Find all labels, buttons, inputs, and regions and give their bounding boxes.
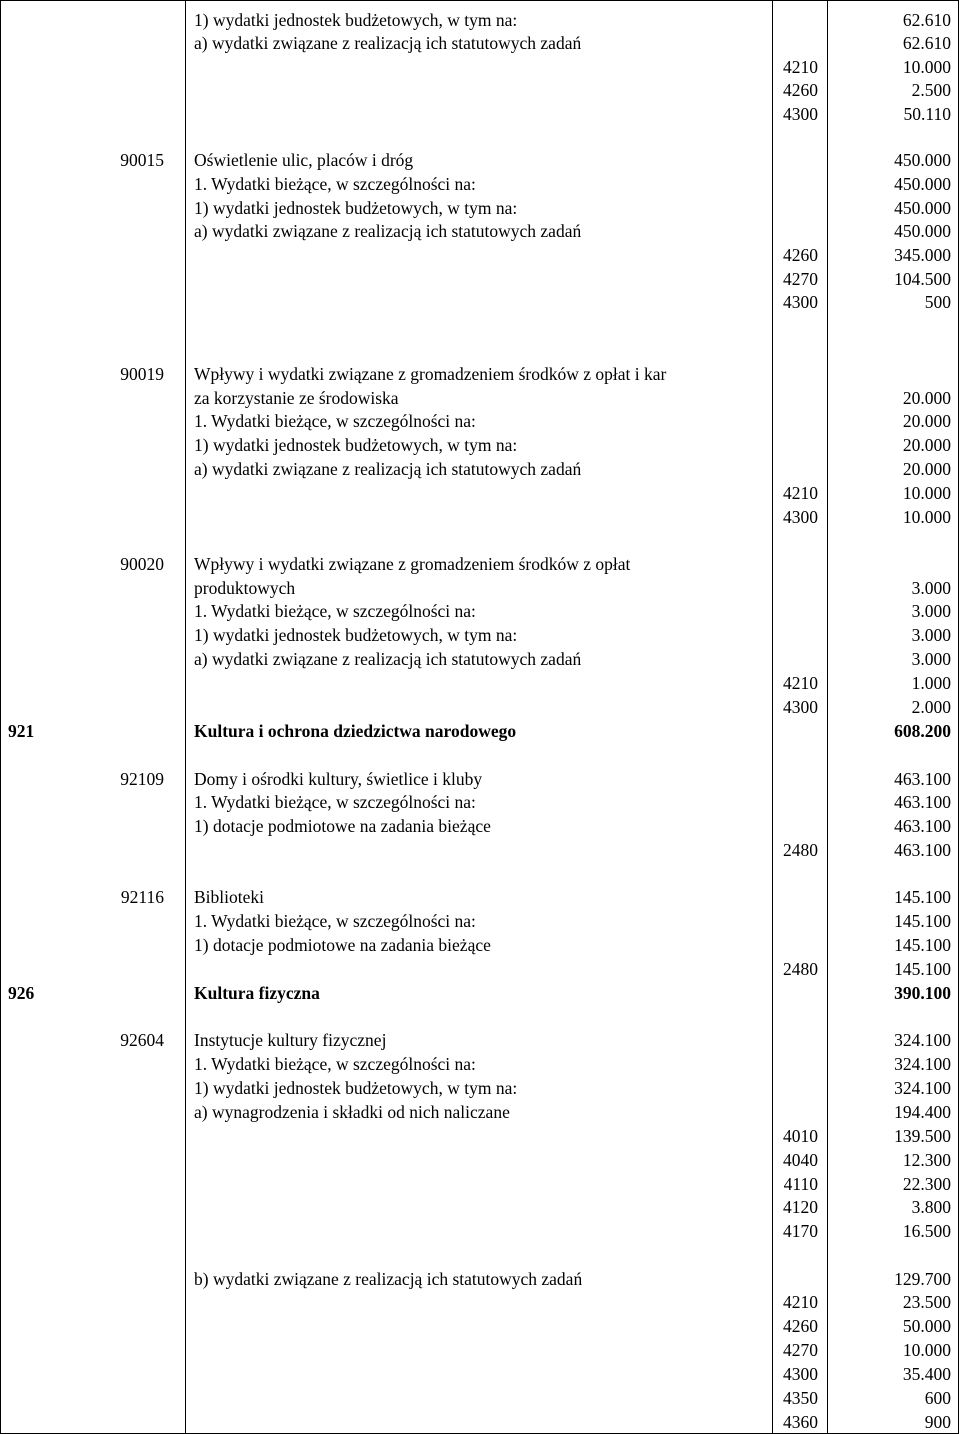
paragraf-code: 4360 (783, 1412, 818, 1432)
row-amount: 10.000 (902, 483, 951, 503)
row-amount: 2.000 (911, 697, 951, 717)
paragraf-code: 4300 (783, 1364, 818, 1384)
row-amount: 10.000 (902, 507, 951, 527)
paragraf-code: 4270 (783, 1340, 818, 1360)
row-description: Domy i ośrodki kultury, świetlice i kluby (194, 769, 483, 789)
row-amount: 50.000 (902, 1316, 951, 1336)
row-description: a) wydatki związane z realizacją ich statutowych zadań (194, 221, 582, 241)
row-description: 1. Wydatki bieżące, w szczególności na: (194, 174, 476, 194)
rozdzial-code: 92109 (120, 769, 164, 789)
row-description: b) wydatki związane z realizacją ich statutowych zadań (194, 1269, 583, 1289)
paragraf-code: 4350 (783, 1388, 818, 1408)
paragraf-code: 4170 (783, 1221, 818, 1241)
row-description: Oświetlenie ulic, placów i dróg (194, 150, 414, 170)
row-amount: 450.000 (894, 221, 951, 241)
paragraf-code: 4260 (783, 80, 818, 100)
row-description: Wpływy i wydatki związane z gromadzeniem środków z opłat i kar (194, 364, 667, 384)
row-description: Biblioteki (194, 887, 264, 907)
row-description: 1. Wydatki bieżące, w szczególności na: (194, 601, 476, 621)
dzial-code: 921 (8, 721, 35, 741)
row-description: a) wydatki związane z realizacją ich statutowych zadań (194, 33, 582, 53)
column-divider-paragraf (827, 0, 828, 1434)
row-description: 1) wydatki jednostek budżetowych, w tym na: (194, 198, 518, 218)
row-amount: 12.300 (902, 1150, 951, 1170)
paragraf-code: 4110 (783, 1174, 818, 1194)
paragraf-code: 2480 (783, 959, 818, 979)
row-amount: 145.100 (894, 911, 951, 931)
table-border-left (0, 0, 1, 1434)
row-description: Wpływy i wydatki związane z gromadzeniem środków z opłat (194, 554, 631, 574)
row-amount: 62.610 (902, 10, 951, 30)
row-amount: 324.100 (894, 1030, 951, 1050)
paragraf-code: 4040 (783, 1150, 818, 1170)
row-amount: 450.000 (894, 150, 951, 170)
row-description: 1. Wydatki bieżące, w szczególności na: (194, 1054, 476, 1074)
row-description: Instytucje kultury fizycznej (194, 1030, 387, 1050)
row-amount: 20.000 (902, 388, 951, 408)
row-description: za korzystanie ze środowiska (194, 388, 399, 408)
row-amount: 10.000 (902, 1340, 951, 1360)
paragraf-code: 4210 (783, 483, 818, 503)
row-amount: 3.000 (911, 578, 951, 598)
row-amount: 324.100 (894, 1078, 951, 1098)
row-description: Kultura i ochrona dziedzictwa narodowego (194, 721, 517, 741)
paragraf-code: 4300 (783, 104, 818, 124)
row-amount: 600 (924, 1388, 951, 1408)
row-amount: 23.500 (902, 1292, 951, 1312)
row-description: produktowych (194, 578, 296, 598)
row-amount: 1.000 (911, 673, 951, 693)
row-amount: 608.200 (894, 721, 951, 741)
table-border-top (0, 0, 959, 1)
paragraf-code: 4210 (783, 57, 818, 77)
row-description: a) wydatki związane z realizacją ich statutowych zadań (194, 649, 582, 669)
paragraf-code: 4300 (783, 507, 818, 527)
column-divider-dzial (185, 0, 186, 1434)
row-description: 1) wydatki jednostek budżetowych, w tym na: (194, 435, 518, 455)
row-amount: 145.100 (894, 959, 951, 979)
row-amount: 16.500 (902, 1221, 951, 1241)
row-amount: 50.110 (903, 104, 951, 124)
row-description: 1) wydatki jednostek budżetowych, w tym na: (194, 625, 518, 645)
row-amount: 194.400 (894, 1102, 951, 1122)
row-description: a) wydatki związane z realizacją ich statutowych zadań (194, 459, 582, 479)
row-amount: 390.100 (894, 983, 951, 1003)
paragraf-code: 4260 (783, 245, 818, 265)
row-amount: 900 (924, 1412, 951, 1432)
rozdzial-code: 92604 (120, 1030, 164, 1050)
paragraf-code: 4120 (783, 1197, 818, 1217)
rozdzial-code: 90019 (120, 364, 164, 384)
row-amount: 324.100 (894, 1054, 951, 1074)
paragraf-code: 4210 (783, 1292, 818, 1312)
row-description: 1. Wydatki bieżące, w szczególności na: (194, 792, 476, 812)
row-amount: 463.100 (894, 816, 951, 836)
row-amount: 3.000 (911, 649, 951, 669)
paragraf-code: 2480 (783, 840, 818, 860)
row-amount: 35.400 (902, 1364, 951, 1384)
row-amount: 3.800 (911, 1197, 951, 1217)
row-amount: 450.000 (894, 198, 951, 218)
row-amount: 3.000 (911, 601, 951, 621)
row-description: 1) dotacje podmiotowe na zadania bieżące (194, 816, 491, 836)
paragraf-code: 4210 (783, 673, 818, 693)
paragraf-code: 4260 (783, 1316, 818, 1336)
row-amount: 145.100 (894, 887, 951, 907)
rozdzial-code: 90020 (120, 554, 164, 574)
row-amount: 62.610 (902, 33, 951, 53)
paragraf-code: 4300 (783, 697, 818, 717)
row-description: 1) wydatki jednostek budżetowych, w tym na: (194, 1078, 518, 1098)
column-divider-opis (772, 0, 773, 1434)
row-amount: 345.000 (894, 245, 951, 265)
row-amount: 463.100 (894, 840, 951, 860)
row-description: 1) dotacje podmiotowe na zadania bieżące (194, 935, 491, 955)
paragraf-code: 4300 (783, 292, 818, 312)
row-amount: 20.000 (902, 459, 951, 479)
row-description: a) wynagrodzenia i składki od nich naliczane (194, 1102, 510, 1122)
row-amount: 3.000 (911, 625, 951, 645)
row-amount: 10.000 (902, 57, 951, 77)
row-amount: 20.000 (902, 435, 951, 455)
row-amount: 129.700 (894, 1269, 951, 1289)
row-amount: 450.000 (894, 174, 951, 194)
row-amount: 463.100 (894, 769, 951, 789)
row-amount: 20.000 (902, 411, 951, 431)
paragraf-code: 4010 (783, 1126, 818, 1146)
row-amount: 145.100 (894, 935, 951, 955)
row-amount: 500 (924, 292, 951, 312)
row-description: 1) wydatki jednostek budżetowych, w tym na: (194, 10, 518, 30)
table-border-right (958, 0, 959, 1434)
dzial-code: 926 (8, 983, 35, 1003)
paragraf-code: 4270 (783, 269, 818, 289)
row-amount: 139.500 (894, 1126, 951, 1146)
row-amount: 2.500 (911, 80, 951, 100)
row-amount: 22.300 (902, 1174, 951, 1194)
row-amount: 104.500 (894, 269, 951, 289)
row-description: Kultura fizyczna (194, 983, 320, 1003)
rozdzial-code: 90015 (120, 150, 164, 170)
row-description: 1. Wydatki bieżące, w szczególności na: (194, 911, 476, 931)
rozdzial-code: 92116 (120, 887, 164, 907)
row-description: 1. Wydatki bieżące, w szczególności na: (194, 411, 476, 431)
row-amount: 463.100 (894, 792, 951, 812)
